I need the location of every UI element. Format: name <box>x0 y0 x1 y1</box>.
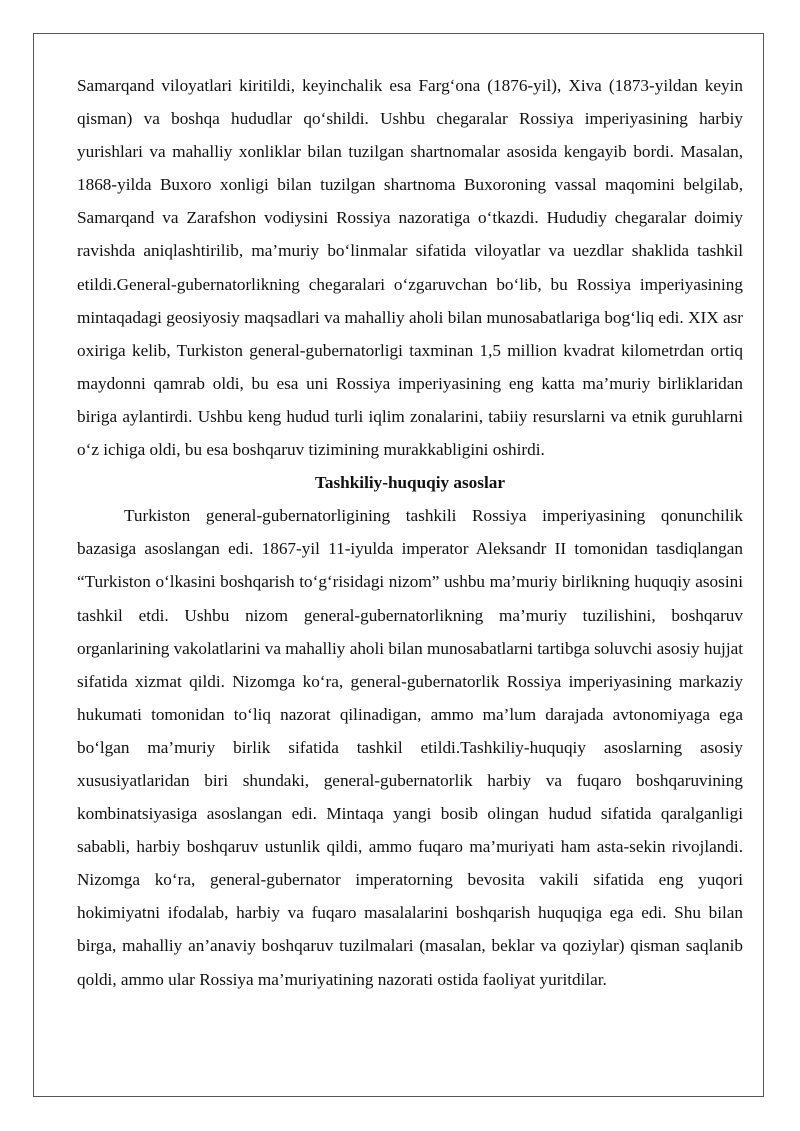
section-heading: Tashkiliy-huquqiy asoslar <box>315 473 505 493</box>
body-paragraph: Turkiston general-gubernatorligining tashkili Rossiya imperiyasining qonunchilik bazasiga asoslangan edi. 1867-yil 11-iyulda imperator Aleksandr II tomonidan tasdiqlangan “Turkiston o‘lkasini boshqarish to‘g‘risidagi nizom” ushbu ma’muriy birlikning huquqiy asosini tashkil etdi. Ushbu nizom general-gubernatorlikning ma’muriy tuzilishini, boshqaruv organlarining vakolatlarini va mahalliy aholi bilan munosabatlarni tartibga soluvchi asosiy hujjat sifatida xizmat qildi. Nizomga ko‘ra, general-gubernatorlik Rossiya imperiyasining markaziy hukumati tomonidan to‘liq nazorat qilinadigan, ammo ma’lum darajada avtonomiyaga ega bo‘lgan ma’muriy birlik sifatida tashkil etildi.Tashkiliy-huquqiy asoslarning asosiy xususiyatlaridan biri shundaki, general-gubernatorlik harbiy va fuqaro boshqaruvining kombinatsiyasiga asoslangan edi. Mintaqa yangi bosib olingan hudud sifatida qaralganligi sababli, harbiy boshqaruv ustunlik qildi, ammo fuqaro ma’muriyati ham asta-sekin rivojlandi. Nizomga ko‘ra, general-gubernator imperatorning bevosita vakili sifatida eng yuqori hokimiyatni ifodalab, harbiy va fuqaro masalalarini boshqarish huquqiga ega edi. Shu bilan birga, mahalliy an’anaviy boshqaruv tuzilmalari (masalan, beklar va qoziylar) qisman saqlanib qoldi, ammo ular Rossiya ma’muriyatining nazorati ostida faoliyat yuritdilar. <box>77 506 744 989</box>
body-paragraph-continued: Samarqand viloyatlari kiritildi, keyinchalik esa Farg‘ona (1876-yil), Xiva (1873-yildan keyin qisman) va boshqa hududlar qo‘shildi. Ushbu chegaralar Rossiya imperiyasining harbiy yurishlari va mahalliy xonliklar bilan tuzilgan shartnomalar asosida kengayib bordi. Masalan, 1868-yilda Buxoro xonligi bilan tuzilgan shartnoma Buxoroning vassal maqomini belgilab, Samarqand va Zarafshon vodiysini Rossiya nazoratiga o‘tkazdi. Hududiy chegaralar doimiy ravishda aniqlashtirilib, ma’muriy bo‘linmalar sifatida viloyatlar va uezdlar shaklida tashkil etildi.General-gubernatorlikning chegaralari o‘zgaruvchan bo‘lib, bu Rossiya imperiyasining mintaqadagi geosiyosiy maqsadlari va mahalliy aholi bilan munosabatlariga bog‘liq edi. XIX asr oxiriga kelib, Turkiston general-gubernatorligi taxminan 1,5 million kvadrat kilometrdan ortiq maydonni qamrab oldi, bu esa uni Rossiya imperiyasining eng katta ma’muriy birliklaridan biriga aylantirdi. Ushbu keng hudud turli iqlim zonalarini, tabiiy resurslarni va etnik guruhlarni o‘z ichiga oldi, bu esa boshqaruv tizimining murakkabligini oshirdi. <box>77 76 743 460</box>
document-body <box>77 69 743 996</box>
